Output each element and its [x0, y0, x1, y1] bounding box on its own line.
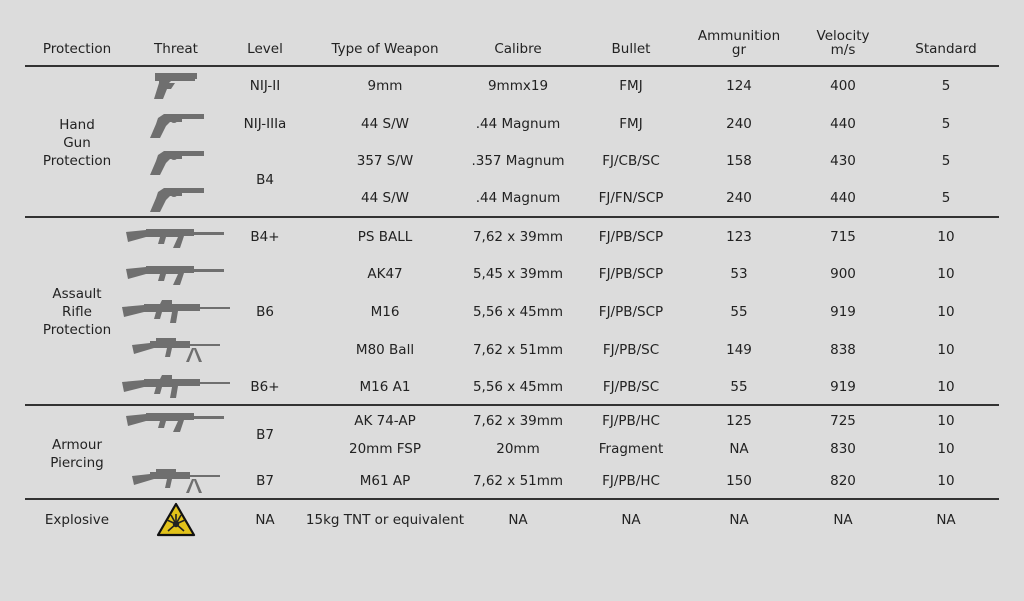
weapon-type: M16 — [370, 304, 400, 320]
protection-level: B6+ — [250, 379, 280, 395]
velocity-ms: 725 — [830, 413, 856, 429]
velocity-ms: 440 — [830, 116, 856, 132]
calibre: 7,62 x 39mm — [472, 413, 564, 429]
weapon-type: M61 AP — [359, 473, 411, 489]
protection-group-name-line: Protection — [42, 153, 112, 169]
header-velocity-line1: Velocity — [816, 28, 870, 44]
calibre: .357 Magnum — [471, 153, 565, 169]
header-standard: Standard — [915, 41, 977, 57]
protection-group-name-line: Protection — [42, 322, 112, 338]
ammunition-gr: 158 — [726, 153, 752, 169]
protection-level: B4+ — [250, 229, 280, 245]
bullet-type: FJ/FN/SCP — [598, 190, 664, 206]
protection-group-name-line: Hand — [59, 117, 95, 133]
weapon-type: 44 S/W — [361, 190, 409, 206]
calibre: 5,45 x 39mm — [472, 266, 564, 282]
protection-group-name-line: Rifle — [62, 304, 92, 320]
header-protection: Protection — [42, 41, 112, 57]
machine-gun-icon — [130, 466, 222, 496]
header-threat: Threat — [154, 41, 198, 57]
revolver-icon — [146, 182, 206, 214]
header-velocity-line2: m/s — [830, 42, 856, 58]
velocity-ms: 830 — [830, 441, 856, 457]
standard: 10 — [937, 441, 955, 457]
bullet-type: FJ/PB/SCP — [598, 266, 664, 282]
assault-rifle-icon — [124, 408, 228, 434]
ammunition-gr: 125 — [726, 413, 752, 429]
group-divider — [25, 216, 999, 218]
protection-level: NA — [255, 512, 275, 528]
standard: 5 — [941, 153, 951, 169]
velocity-ms: 430 — [830, 153, 856, 169]
weapon-type: M80 Ball — [355, 342, 415, 358]
velocity-ms: 900 — [830, 266, 856, 282]
header-ammunition — [698, 29, 780, 57]
header-velocity — [817, 29, 870, 57]
protection-group-name-line: Armour — [51, 437, 103, 453]
protection-level: NIJ-II — [249, 78, 281, 94]
protection-level: B6 — [256, 304, 274, 320]
bullet-type: FJ/PB/SCP — [598, 229, 664, 245]
bullet-type: FJ/PB/SC — [602, 342, 660, 358]
bullet-type: FJ/PB/HC — [602, 413, 660, 429]
bullet-type: Fragment — [598, 441, 664, 457]
protection-group-name — [50, 436, 103, 472]
bullet-type: NA — [621, 512, 641, 528]
ammunition-gr: 123 — [726, 229, 752, 245]
bullet-type: FMJ — [619, 78, 643, 94]
protection-group-name-line: Gun — [63, 135, 91, 151]
weapon-type: 357 S/W — [356, 153, 414, 169]
m16-rifle-icon — [120, 372, 232, 402]
standard: 10 — [937, 379, 955, 395]
standard: 10 — [937, 229, 955, 245]
explosive-warning-icon — [156, 502, 196, 538]
calibre: .44 Magnum — [475, 116, 561, 132]
protection-level: B7 — [256, 427, 274, 443]
protection-level: B7 — [256, 473, 274, 489]
header-level: Level — [247, 41, 283, 57]
standard: 5 — [941, 78, 951, 94]
machine-gun-icon — [130, 335, 222, 365]
protection-group-name — [45, 511, 109, 529]
protection-group-name-line: Explosive — [44, 512, 110, 528]
ammunition-gr: 149 — [726, 342, 752, 358]
bullet-type: FJ/CB/SC — [602, 153, 660, 169]
weapon-type: 15kg TNT or equivalent — [305, 512, 465, 528]
m16-rifle-icon — [120, 297, 232, 327]
pistol-icon — [151, 69, 201, 103]
ammunition-gr: 55 — [730, 304, 748, 320]
velocity-ms: 820 — [830, 473, 856, 489]
bullet-type: FMJ — [619, 116, 643, 132]
revolver-icon — [146, 145, 206, 177]
ammunition-gr: NA — [729, 512, 749, 528]
calibre: 7,62 x 51mm — [472, 342, 564, 358]
header-divider — [25, 65, 999, 67]
ammunition-gr: NA — [729, 441, 749, 457]
weapon-type: M16 A1 — [359, 379, 411, 395]
standard: 10 — [937, 473, 955, 489]
header-type-of-weapon: Type of Weapon — [331, 41, 439, 57]
header-bullet: Bullet — [611, 41, 651, 57]
ammunition-gr: 150 — [726, 473, 752, 489]
standard: 5 — [941, 190, 951, 206]
velocity-ms: NA — [833, 512, 853, 528]
velocity-ms: 919 — [830, 379, 856, 395]
standard: 10 — [937, 304, 955, 320]
assault-rifle-icon — [124, 261, 228, 287]
weapon-type: AK47 — [367, 266, 403, 282]
protection-group-name — [43, 116, 111, 170]
velocity-ms: 715 — [830, 229, 856, 245]
calibre: .44 Magnum — [475, 190, 561, 206]
group-divider — [25, 404, 999, 406]
calibre: NA — [508, 512, 528, 528]
weapon-type: 44 S/W — [361, 116, 409, 132]
header-ammunition-line2: gr — [731, 42, 747, 58]
standard: 10 — [937, 266, 955, 282]
header-ammunition-line1: Ammunition — [697, 28, 781, 44]
standard: 10 — [937, 342, 955, 358]
protection-group-name-line: Piercing — [50, 455, 104, 471]
calibre: 5,56 x 45mm — [472, 379, 564, 395]
calibre: 9mmx19 — [487, 78, 549, 94]
ammunition-gr: 53 — [730, 266, 748, 282]
velocity-ms: 838 — [830, 342, 856, 358]
velocity-ms: 400 — [830, 78, 856, 94]
protection-level: NIJ-IIIa — [243, 116, 287, 132]
bullet-type: FJ/PB/HC — [602, 473, 660, 489]
velocity-ms: 440 — [830, 190, 856, 206]
standard: 10 — [937, 413, 955, 429]
ammunition-gr: 240 — [726, 190, 752, 206]
calibre: 7,62 x 51mm — [472, 473, 564, 489]
assault-rifle-icon — [124, 224, 228, 250]
weapon-type: AK 74-AP — [354, 413, 416, 429]
weapon-type: PS BALL — [357, 229, 413, 245]
protection-level: B4 — [256, 172, 274, 188]
revolver-icon — [146, 108, 206, 140]
protection-group-name — [43, 285, 111, 339]
velocity-ms: 919 — [830, 304, 856, 320]
bullet-type: FJ/PB/SCP — [598, 304, 664, 320]
protection-group-name-line: Assault — [52, 286, 102, 302]
ammunition-gr: 124 — [726, 78, 752, 94]
ammunition-gr: 55 — [730, 379, 748, 395]
ammunition-gr: 240 — [726, 116, 752, 132]
calibre: 7,62 x 39mm — [472, 229, 564, 245]
bullet-type: FJ/PB/SC — [602, 379, 660, 395]
standard: NA — [936, 512, 956, 528]
group-divider — [25, 498, 999, 500]
calibre: 20mm — [496, 441, 540, 457]
standard: 5 — [941, 116, 951, 132]
weapon-type: 9mm — [367, 78, 403, 94]
weapon-type: 20mm FSP — [348, 441, 422, 457]
header-calibre: Calibre — [494, 41, 542, 57]
calibre: 5,56 x 45mm — [472, 304, 564, 320]
